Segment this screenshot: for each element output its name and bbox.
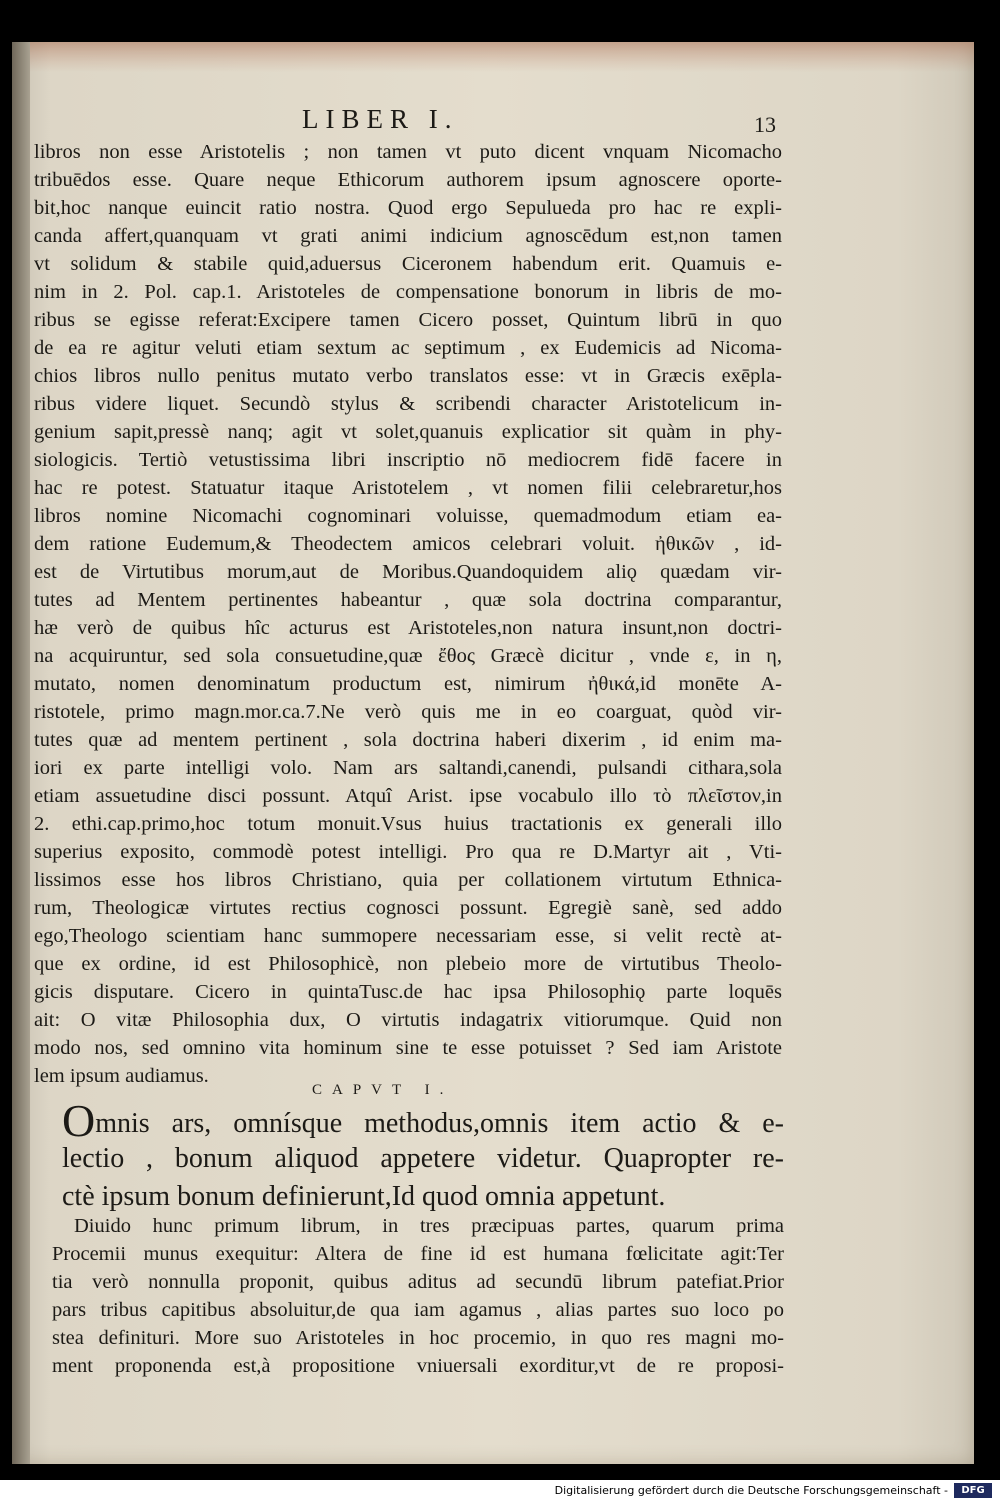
page-gutter <box>12 42 30 1464</box>
text-line: tribuēdos esse. Quare neque Ethicorum authorem ipsum agnoscere oporte- <box>34 169 782 191</box>
text-line: Diuido hunc primum librum, in tres præcipuas partes, quarum prima <box>74 1215 784 1237</box>
text-line: tutes ad Mentem pertinentes habeantur , quæ sola doctrina comparantur, <box>34 589 782 611</box>
text-line: bit,hoc nanque euincit ratio nostra. Quod ergo Sepulueda pro hac re expli- <box>34 197 782 219</box>
text-line: pars tribus capitibus absoluitur,de qua iam agamus , alias partes suo loco po <box>52 1299 784 1321</box>
text-line: genium sapit,pressè nanq; agit vt solet,quanuis explicatior sit quàm in phy- <box>34 421 782 443</box>
commentary-text-block <box>52 1212 784 1380</box>
text-line: lissimos esse hos libros Christiano, quia per collationem virtutum Ethnica- <box>34 869 782 891</box>
text-line: canda affert,quanquam vt grati animi indicium agnoscēdum est,non tamen <box>34 225 782 247</box>
text-line: dem ratione Eudemum,& Theodectem amicos celebrari voluit. ἠθικῶν , id- <box>34 533 782 555</box>
text-line: ristotele, primo magn.mor.ca.7.Ne verò quis me in eo coarguat, quòd vir- <box>34 701 782 723</box>
chapter-heading: CAPVT I. <box>312 1082 454 1098</box>
text-line: de ea re agitur veluti etiam sextum ac septimum , ex Eudemicis ad Nicoma- <box>34 337 782 359</box>
text-line: etiam assuetudine disci possunt. Atquî Arist. ipse vocabulo illo τὸ πλεῖστον,in <box>34 785 782 807</box>
text-line: ribus videre liquet. Secundò stylus & scribendi character Aristotelicum in- <box>34 393 782 415</box>
preface-text-block <box>34 138 782 1090</box>
dfg-logo: DFG <box>954 1483 992 1498</box>
text-line: superius exposito, commodè potest intelligi. Pro qua re D.Martyr ait , Vti- <box>34 841 782 863</box>
text-line: hæ verò de quibus hîc acturus est Aristoteles,non natura insunt,non doctri- <box>34 617 782 639</box>
text-line: stea definituri. More suo Aristoteles in hoc procemio, in quo res magni mo- <box>52 1327 784 1349</box>
lead-line: ctè ipsum bonum definierunt,Id quod omnia appetunt. <box>62 1181 666 1212</box>
text-line: 2. ethi.cap.primo,hoc totum monuit.Vsus huius tractationis ex generali illo <box>34 813 782 835</box>
text-line: na acquiruntur, sed sola consuetudine,quæ ἔθος Græcè dicitur , vnde ε, in η, <box>34 645 782 667</box>
text-line: ait: O vitæ Philosophia dux, O virtutis indagatrix vitiorumque. Quid non <box>34 1009 782 1031</box>
lead-line: lectio , bonum aliquod appetere videtur. Quapropter re- <box>62 1143 784 1174</box>
text-line: rum, Theologicæ virtutes rectius cognosci possunt. Egregiè sanè, sed addo <box>34 897 782 919</box>
text-line: ribus se egisse referat:Excipere tamen Cicero posset, Quintum librū in quo <box>34 309 782 331</box>
chapter-lead-text <box>62 1102 784 1216</box>
text-line: siologicis. Tertiò vetustissima libri inscriptio nō mediocrem fidē facere in <box>34 449 782 471</box>
initial-letter: O <box>62 1102 96 1140</box>
lead-line <box>62 1102 784 1140</box>
text-line: vt solidum & stabile quid,aduersus Ciceronem habendum erit. Quamuis e- <box>34 253 782 275</box>
lead-line-text: mnis ars, omnísque methodus,omnis item actio & e- <box>95 1108 784 1139</box>
text-line: gicis disputare. Cicero in quintaTusc.de hac ipsa Philosophiǫ parte loquēs <box>34 981 782 1003</box>
text-line: ment proponenda est,à propositione vniuersali exorditur,vt de re proposi- <box>52 1355 784 1377</box>
text-line: tia verò nonnulla proponit, quibus aditus ad secundū librum patefiat.Prior <box>52 1271 784 1293</box>
text-line: nim in 2. Pol. cap.1. Aristoteles de compensatione bonorum in libris de mo- <box>34 281 782 303</box>
text-line: que ex ordine, id est Philosophicè, non plebeio more de virtutibus Theolo- <box>34 953 782 975</box>
text-line: modo nos, sed omnino vita hominum sine te esse potuisset ? Sed iam Aristote <box>34 1037 782 1059</box>
footer-bar <box>0 1480 1000 1502</box>
text-line-last: lem ipsum audiamus. <box>34 1065 209 1087</box>
text-line: Procemii munus exequitur: Altera de fine id est humana fœlicitate agit:Ter <box>52 1243 784 1265</box>
text-line: libros nomine Nicomachi cognominari voluisse, quemadmodum etiam ea- <box>34 505 782 527</box>
page-number: 13 <box>754 112 776 137</box>
book-page <box>12 42 974 1464</box>
text-line: hac re potest. Statuatur itaque Aristotelem , vt nomen filii celebraretur,hos <box>34 477 782 499</box>
text-line: libros non esse Aristotelis ; non tamen vt puto dicent vnquam Nicomacho <box>34 141 782 163</box>
text-line: ego,Theologo scientiam hanc summopere necessariam esse, si velit rectè at- <box>34 925 782 947</box>
text-line: mutato, nomen denominatum productum est, nimirum ἠθικά,id monēte A- <box>34 673 782 695</box>
running-head: LIBER I. <box>302 104 459 134</box>
text-line: iori ex parte intelligi volo. Nam ars saltandi,canendi, pulsandi cithara,sola <box>34 757 782 779</box>
text-line: tutes quæ ad mentem pertinent , sola doctrina haberi dixerim , id enim ma- <box>34 729 782 751</box>
text-line: est de Virtutibus morum,aut de Moribus.Quandoquidem aliǫ quædam vir- <box>34 561 782 583</box>
funding-notice: Digitalisierung gefördert durch die Deutsche Forschungsgemeinschaft - <box>554 1484 948 1497</box>
text-line: chios libros nullo penitus mutato verbo translatos esse: vt in Græcis exēpla- <box>34 365 782 387</box>
